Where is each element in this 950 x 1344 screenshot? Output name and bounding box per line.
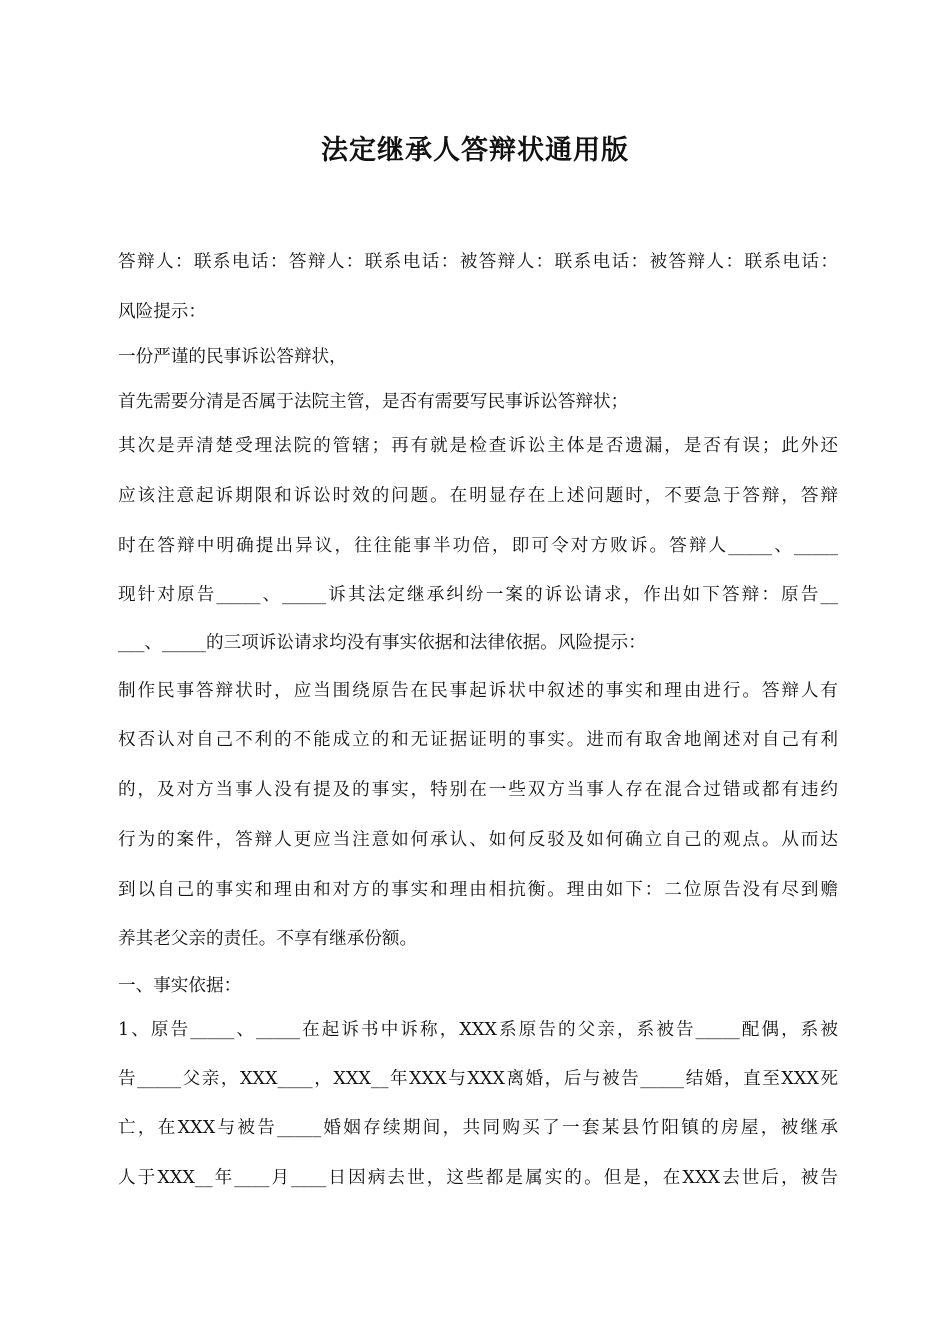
paragraph-line: 首先需要分清是否属于法院主管，是否有需要写民事诉讼答辩状； xyxy=(118,392,629,412)
paragraph-line: ___、_____的三项诉讼请求均没有事实依据和法律依据。风险提示： xyxy=(118,633,646,653)
paragraph-line: 行为的案件，答辩人更应当注意如何承认、如何反驳及如何确立自己的观点。从而达 xyxy=(118,830,838,850)
paragraph-line: 时在答辩中明确提出异议，往往能事半功倍，即可令对方败诉。答辩人_____、_____ xyxy=(118,536,838,556)
paragraph-line: 现针对原告_____、_____诉其法定继承纠纷一案的诉讼请求，作出如下答辩：原告__ xyxy=(118,585,838,605)
paragraph-line: 1、原告_____、_____在起诉书中诉称，XXX系原告的父亲，系被告_____配偶，系被 xyxy=(118,1020,838,1040)
paragraph-line: 人于XXX__年____月____日因病去世，这些都是属实的。但是，在XXX去世后，被告 xyxy=(118,1168,838,1188)
paragraph-line: 到以自己的事实和理由和对方的事实和理由相抗衡。理由如下：二位原告没有尽到赡 xyxy=(118,880,838,900)
paragraph-line: 其次是弄清楚受理法院的管辖；再有就是检查诉讼主体是否遗漏，是否有误；此外还 xyxy=(118,436,838,456)
paragraph-line: 养其老父亲的责任。不享有继承份额。 xyxy=(118,929,418,949)
paragraph-line: 制作民事答辩状时，应当围绕原告在民事起诉状中叙述的事实和理由进行。答辩人有 xyxy=(118,681,838,701)
paragraph-line: 风险提示： xyxy=(118,302,206,322)
paragraph-line: 亡，在XXX与被告_____婚姻存续期间，共同购买了一套某县竹阳镇的房屋，被继承 xyxy=(118,1118,838,1138)
paragraph-line: 告_____父亲，XXX____，XXX__年XXX与XXX离婚，后与被告_____结婚，直至XXX死 xyxy=(118,1069,838,1089)
paragraph-line: 一份严谨的民事诉讼答辩状， xyxy=(118,347,347,367)
party-info-line: 答辩人：联系电话：答辩人：联系电话：被答辩人：联系电话：被答辩人：联系电话： xyxy=(118,252,838,272)
paragraph-line: 应该注意起诉期限和诉讼时效的问题。在明显存在上述问题时，不要急于答辩，答辩 xyxy=(118,486,838,506)
document-title: 法定继承人答辩状通用版 xyxy=(321,135,629,166)
paragraph-line: 权否认对自己不利的不能成立的和无证据证明的事实。进而有取舍地阐述对自己有利 xyxy=(118,730,838,750)
paragraph-line: 的，及对方当事人没有提及的事实，特别在一些双方当事人存在混合过错或都有违约 xyxy=(118,780,838,800)
section-heading: 一、事实依据： xyxy=(118,976,242,996)
